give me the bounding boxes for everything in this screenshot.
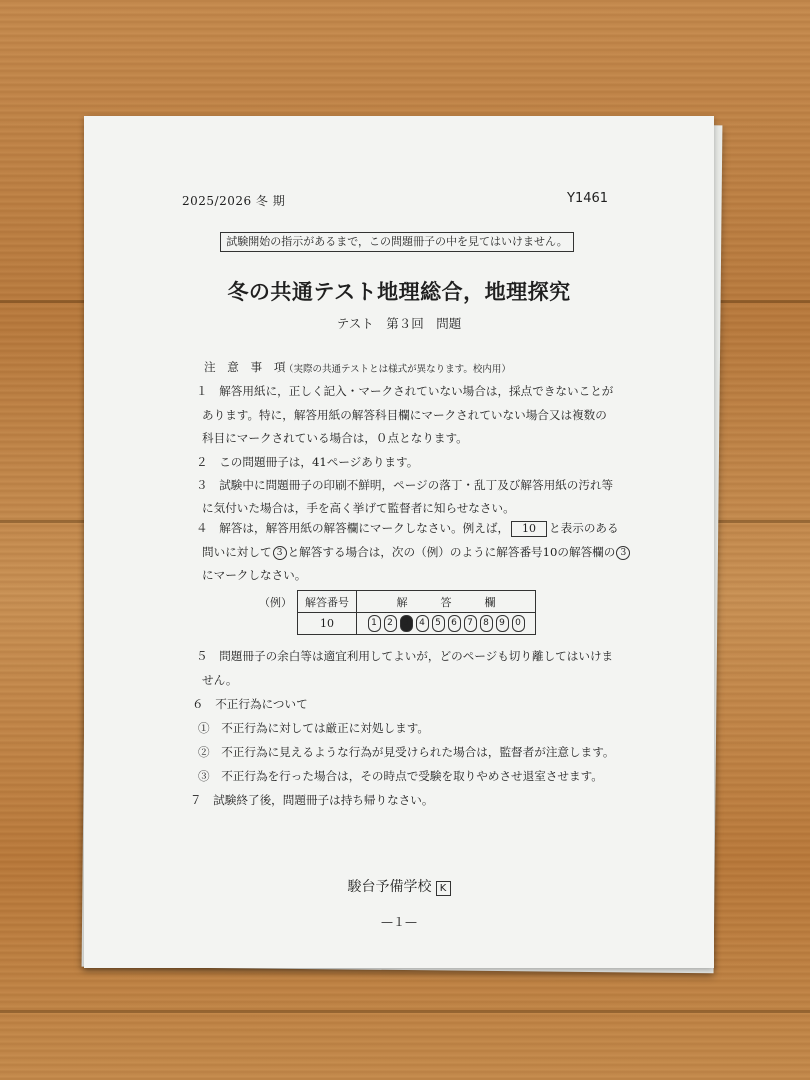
- item-1-line-2: あります。特に，解答用紙の解答科目欄にマークされていない場合又は複数の: [202, 408, 607, 422]
- item-1-line-3: 科目にマークされている場合は，０点となります。: [202, 431, 468, 445]
- exam-title: 冬の共通テスト地理総合，地理探究: [227, 279, 571, 304]
- item-2: ２ この問題冊子は，41ページあります。: [196, 455, 419, 469]
- answer-bubble-8: 8: [480, 615, 493, 632]
- circled-three-icon: 3: [273, 546, 287, 560]
- item-4-line-1: [196, 520, 619, 537]
- item-6: ６ 不正行為について: [192, 697, 308, 711]
- item-6-sub-1: ① 不正行為に対しては厳正に対処します。: [198, 721, 429, 735]
- item-6-sub-3: ③ 不正行為を行った場合は，その時点で受験を取りやめさせ退室させます。: [198, 769, 603, 783]
- answer-bubble-4: 4: [416, 615, 429, 632]
- term-label: 2025/2026 冬 期: [182, 194, 286, 208]
- item-7: ７ 試験終了後，問題冊子は持ち帰りなさい。: [190, 793, 434, 807]
- wood-plank-seam: [0, 1010, 810, 1013]
- item-5-line-2: せん。: [202, 673, 238, 687]
- item-6-sub-2: ② 不正行為に見えるような行為が見受けられた場合は，監督者が注意します。: [198, 745, 615, 759]
- item-4-text-a: ４ 解答は，解答用紙の解答欄にマークしなさい。例えば，: [196, 521, 510, 535]
- answer-bubble-7: 7: [464, 615, 477, 632]
- answer-bubble-cell: [357, 613, 536, 635]
- item-5-line-1: ５ 問題冊子の余白等は適宜利用してよいが，どのページも切り離してはいけま: [196, 649, 614, 663]
- item-4-line-3: にマークしなさい。: [202, 568, 307, 582]
- school-name: [84, 876, 714, 896]
- caution-note: （実際の共通テストとは様式が異なります。校内用）: [284, 364, 511, 375]
- answer-bubble-3: 3: [400, 615, 413, 632]
- item-4-line-2: [202, 544, 631, 560]
- k-badge: K: [436, 881, 451, 896]
- answer-bubble-1: 1: [368, 615, 381, 632]
- answer-bubbles: [357, 615, 535, 632]
- caution-heading: 注 意 事 項: [204, 360, 290, 374]
- answer-number-box: 10: [511, 521, 547, 537]
- page-number: —１—: [380, 915, 417, 929]
- exam-code: Y1461: [567, 191, 609, 206]
- item-4-text-b: と表示のある: [549, 521, 619, 535]
- item-4-text-c: 問いに対して: [202, 545, 272, 559]
- answer-number-header: 解答番号: [298, 591, 357, 613]
- answer-number-cell: 10: [298, 613, 357, 635]
- school-label: 駿台予備学校: [347, 879, 432, 895]
- item-3-line-1: ３ 試験中に問題冊子の印刷不鮮明，ページの落丁・乱丁及び解答用紙の汚れ等: [196, 478, 614, 492]
- example-answer-table: [297, 590, 536, 635]
- exam-subtitle: テスト 第３回 問題: [336, 316, 462, 331]
- answer-bubble-2: 2: [384, 615, 397, 632]
- item-1-line-1: １ 解答用紙に，正しく記入・マークされていない場合は，採点できないことが: [196, 384, 614, 398]
- answer-bubble-9: 9: [496, 615, 509, 632]
- circled-three-icon: 3: [616, 546, 630, 560]
- example-label: （例）: [259, 596, 292, 609]
- instruction-notice-box: 試験開始の指示があるまで，この問題冊子の中を見てはいけません。: [220, 232, 574, 252]
- answer-column-header: 解 答 欄: [357, 591, 536, 613]
- item-3-line-2: に気付いた場合は，手を高く挙げて監督者に知らせなさい。: [202, 501, 515, 515]
- item-4-text-d: と解答する場合は，次の（例）のように解答番号10の解答欄の: [287, 545, 616, 559]
- answer-bubble-6: 6: [448, 615, 461, 632]
- exam-cover-page: [84, 116, 714, 968]
- answer-bubble-5: 5: [432, 615, 445, 632]
- answer-bubble-0: 0: [512, 615, 525, 632]
